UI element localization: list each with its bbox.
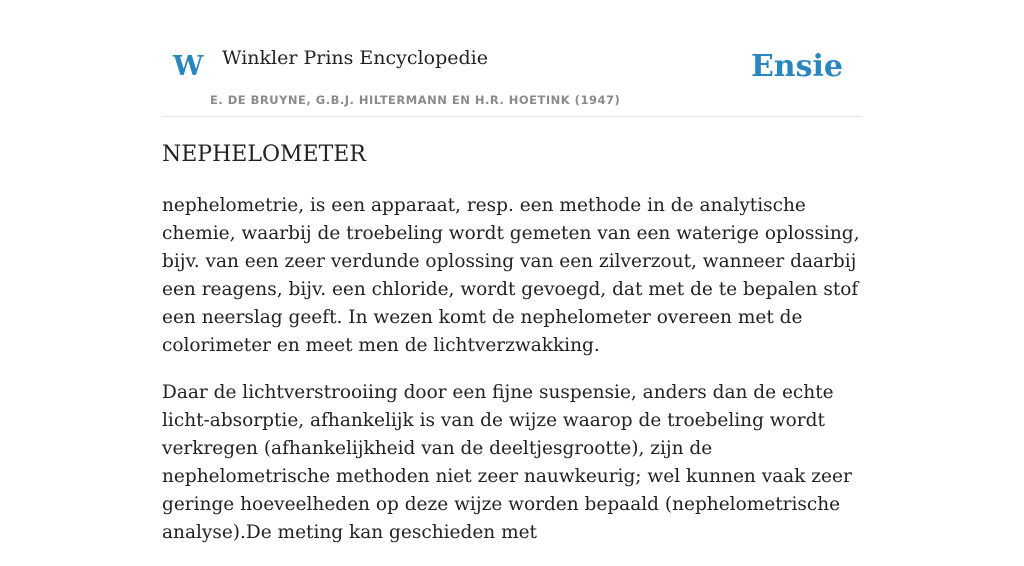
winkler-prins-logo-icon[interactable]: W	[173, 51, 204, 82]
ensie-brand-logo[interactable]: Ensie	[750, 49, 843, 84]
source-header	[162, 0, 862, 117]
source-authors: E. DE BRUYNE, G.B.J. HILTERMANN EN H.R. HOETINK (1947)	[210, 93, 621, 107]
article-title: NEPHELOMETER	[162, 142, 366, 167]
article-paragraph: Daar de lichtverstrooiing door een fijne suspensie, anders dan de echte licht-absorptie, afhankelijk is van de wijze waarop de troebeling wordt verkregen (afhankelijkheid van de deeltjesgrootte), zijn de nephelometrische methoden niet zeer nauwkeurig; wel kunnen vaak zeer geringe hoeveelheden op deze wijze worden bepaald (nephelometrische analyse).De meting kan geschieden met	[162, 382, 852, 543]
article-container	[162, 0, 862, 543]
article-paragraph: nephelometrie, is een apparaat, resp. een methode in de analytische chemie, waarbij de troebeling wordt gemeten van een waterige oplossing, bijv. van een zeer verdunde oplossing van een zilverzout, wanneer daarbij een reagens, bijv. een chloride, wordt gevoegd, dat met de te bepalen stof een neerslag geeft. In wezen komt de nephelometer overeen met de colorimeter en meet men de lichtverzwakking.	[162, 195, 860, 356]
source-title[interactable]: Winkler Prins Encyclopedie	[222, 47, 488, 69]
article-body	[162, 192, 862, 566]
